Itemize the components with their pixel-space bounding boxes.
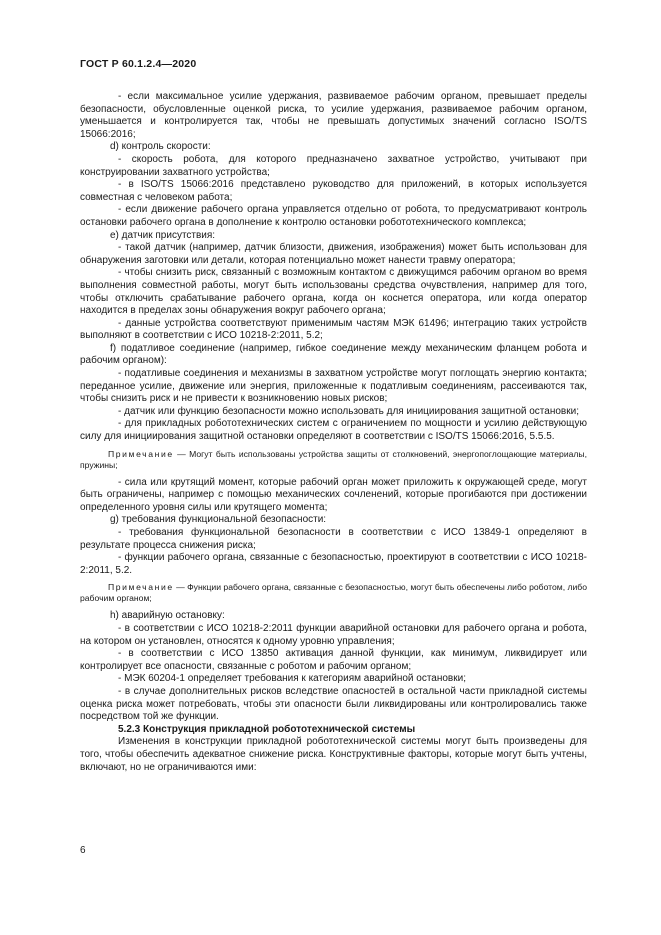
paragraph: - если движение рабочего органа управляется отдельно от робота, то предусматривают контроль остановки рабочего органа в дополнение к контролю остановки робототехнического комплекса;: [80, 204, 587, 228]
list-item-heading: d) контроль скорости:: [110, 141, 211, 153]
paragraph: - данные устройства соответствуют применимым частям МЭК 61496; интеграцию таких устройств выполняют в соответствии с ИСО 10218-2:2011, 5.2;: [80, 317, 587, 342]
page-number: 6: [80, 845, 86, 856]
paragraph: - скорость робота, для которого предназначено захватное устройство, учитывают при конструировании захватного устройства;: [80, 153, 587, 178]
paragraph: - если максимальное усилие удержания, развиваемое рабочим органом, превышает пределы безопасности, обусловленные оценкой риска, то усилие удержания, развиваемое рабочим органом, уменьшается и контролируется так, чтобы не превышать допустимых значений согласно ISO/TS 15066:2016;: [80, 91, 587, 140]
document-body: [80, 91, 587, 774]
paragraph: - в ISO/TS 15066:2016 представлено руководство для приложений, в которых используется совместная с человеком работа;: [80, 179, 587, 203]
section-heading: 5.2.3 Конструкция прикладной робототехнической системы: [118, 723, 416, 735]
paragraph: - чтобы снизить риск, связанный с возможным контактом с движущимся рабочим органом во время выполнения совместной работы, могут быть использованы средства очувствления, например для того, чтобы отключить срабатывание рабочего органа, когда он коснется оператора, или когда оператор находится в пределах зоны обнаружения вокруг рабочего органа;: [80, 267, 587, 317]
list-item-heading: f) податливое соединение (например, гибкое соединение между механическим фланцем робота и рабочим органом):: [80, 342, 587, 367]
note-text: — Могут быть использованы устройства защиты от столкновений, энергопоглощающие материалы, пружины;: [80, 448, 587, 470]
paragraph: - для прикладных робототехнических систем с ограничением по мощности и усилию действующую силу для инициирования защитной остановки определяют в соответствии с ISO/TS 15066:2016, 5.5.5.: [80, 418, 587, 443]
document-id: ГОСТ Р 60.1.2.4—2020: [80, 58, 197, 70]
note-text: — Функции рабочего органа, связанные с безопасностью, могут быть обеспечены либо роботом, либо рабочим органом;: [80, 582, 587, 604]
paragraph: - податливые соединения и механизмы в захватном устройстве могут поглощать энергию контакта; переданное усилие, движение или энергия, приложенные к податливым соединениям, рассеиваются так, чтобы снизить риск и не привести к возникновению новых рисков;: [80, 368, 587, 405]
paragraph: - в случае дополнительных рисков вследствие опасностей в остальной части прикладной системы оценка риска может потребовать, чтобы эти опасности были ликвидированы или контролировались также посредством той же функции.: [80, 685, 587, 723]
paragraph: Изменения в конструкции прикладной робототехнической системы могут быть произведены для того, чтобы обеспечить адекватное снижение риска. Конструктивные факторы, которые могут быть учтены, включают, но не ограничиваются ими:: [80, 736, 587, 773]
note: [80, 582, 587, 604]
paragraph: - в соответствии с ИСО 13850 активация данной функции, как минимум, ликвидирует или контролирует все опасности, связанные с роботом и рабочим органом;: [80, 648, 587, 672]
paragraph: - сила или крутящий момент, которые рабочий орган может приложить к окружающей среде, могут быть ограничены, например с помощью механических сочленений, которые прогибаются при достижении определенного уровня силы или крутящего момента;: [80, 476, 587, 513]
paragraph: - датчик или функцию безопасности можно использовать для инициирования защитной остановки;: [118, 405, 579, 417]
paragraph: - требования функциональной безопасности в соответствии с ИСО 13849-1 определяют в результате процесса снижения риска;: [80, 527, 587, 551]
paragraph: - функции рабочего органа, связанные с безопасностью, проектируют в соответствии с ИСО 10218-2:2011, 5.2.: [80, 552, 587, 576]
note-label: Примечание: [108, 448, 174, 459]
note-label: Примечание: [108, 582, 174, 593]
paragraph: - такой датчик (например, датчик близости, движения, изображения) может быть использован для обнаружения заготовки или детали, которая потенциально может нанести травму оператора;: [80, 242, 587, 266]
note: [80, 449, 587, 471]
list-item-heading: g) требования функциональной безопасности:: [110, 514, 327, 526]
paragraph: - в соответствии с ИСО 10218-2:2011 функции аварийной остановки для рабочего органа и робота, на котором он установлен, относятся к одному уровню управления;: [80, 622, 587, 647]
list-item-heading: е) датчик присутствия:: [110, 229, 216, 241]
paragraph: - МЭК 60204-1 определяет требования к категориям аварийной остановки;: [118, 673, 466, 685]
list-item-heading: h) аварийную остановку:: [110, 610, 225, 622]
